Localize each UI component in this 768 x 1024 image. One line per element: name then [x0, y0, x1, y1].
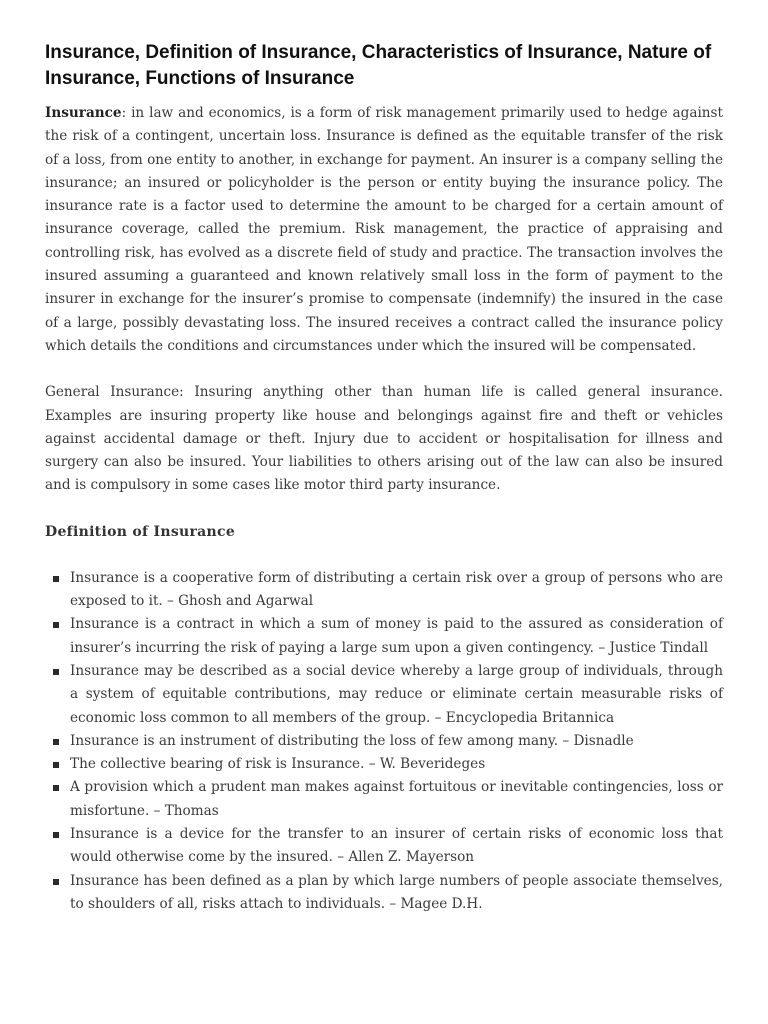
bullet-icon: [53, 879, 59, 885]
intro-text: : in law and economics, is a form of risk management primarily used to hedge against the risk of a contingent, uncertain loss. Insurance is defined as the equitable transfer of the risk of a loss, from one entity to another, in exchange for payment. An insurer is a company selling the insurance; an insured or policyholder is the person or entity buying the insurance policy. The insurance rate is a factor used to determine the amount to be charged for a certain amount of insurance coverage, called the premium. Risk management, the practice of appraising and controlling risk, has evolved as a discrete field of study and practice. The transaction involves the insured assuming a guaranteed and known relatively small loss in the form of payment to the insurer in exchange for the insurer’s promise to compensate (indemnify) the insured in the case of a large, possibly devastating loss. The insured receives a contract called the insurance policy which details the conditions and circumstances under which the insured will be compensated.: [45, 105, 723, 354]
list-item-text: Insurance is a cooperative form of distributing a certain risk over a group of persons who are exposed to it. – Ghosh and Agarwal: [70, 569, 723, 610]
list-item: [45, 613, 723, 660]
list-item-text: Insurance is a contract in which a sum of money is paid to the assured as consideration of insurer’s incurring the risk of paying a large sum upon a given contingency. – Justice Tindall: [70, 616, 723, 656]
bullet-icon: [53, 832, 59, 838]
list-item: [45, 823, 723, 870]
general-insurance-paragraph: General Insurance: Insuring anything other than human life is called general insurance. Examples are insuring property like house and belongings against fire and theft or vehicles against accidental damage or theft. Injury due to accident or hospitalisation for illness and surgery can also be insured. Your liabilities to others arising out of the law can also be insured and is compulsory in some cases like motor third party insurance.: [45, 384, 723, 494]
list-item: [45, 730, 723, 753]
document-page: [45, 40, 723, 916]
list-item: [45, 776, 723, 823]
list-item: [45, 567, 723, 614]
list-item-text: Insurance has been defined as a plan by which large numbers of people associate themselves, to shoulders of all, risks attach to individuals. – Magee D.H.: [70, 872, 723, 912]
list-item: [45, 870, 723, 917]
list-item-text: Insurance is an instrument of distributing the loss of few among many. – Disnadle: [70, 732, 634, 749]
bullet-icon: [53, 739, 59, 745]
list-item-text: The collective bearing of risk is Insurance. – W. Beverideges: [70, 756, 486, 773]
bullet-icon: [53, 785, 59, 791]
page-title: Insurance, Definition of Insurance, Characteristics of Insurance, Nature of Insurance, Functions of Insurance: [45, 42, 712, 89]
bullet-icon: [53, 762, 59, 768]
list-item-text: Insurance may be described as a social device whereby a large group of individuals, through a system of equitable contributions, may reduce or eliminate certain measurable risks of economic loss common to all members of the group. – Encyclopedia Britannica: [70, 662, 723, 726]
intro-lead-term: Insurance: [45, 105, 122, 121]
list-item: [45, 753, 723, 776]
intro-paragraph: [45, 102, 723, 358]
bullet-icon: [53, 576, 59, 582]
list-item-text: Insurance is a device for the transfer to an insurer of certain risks of economic loss that would otherwise come by the insured. – Allen Z. Mayerson: [70, 826, 723, 866]
list-item-text: A provision which a prudent man makes against fortuitous or inevitable contingencies, loss or misfortune. – Thomas: [70, 779, 723, 819]
list-item: [45, 660, 723, 730]
bullet-icon: [53, 622, 59, 628]
definitions-list: [45, 567, 723, 916]
definition-heading: Definition of Insurance: [45, 523, 236, 540]
bullet-icon: [53, 669, 59, 675]
